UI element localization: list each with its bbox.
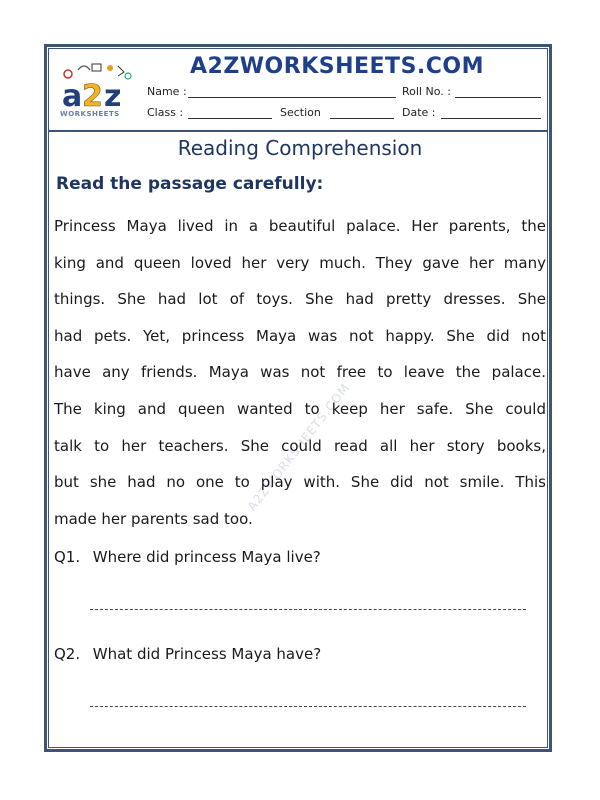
- name-field-line[interactable]: [188, 97, 396, 98]
- question-2: [54, 645, 321, 663]
- svg-text:z: z: [104, 79, 122, 114]
- svg-text:2: 2: [82, 79, 103, 114]
- passage-line: things. She had lot of toys. She had pretty dresses. She: [54, 290, 546, 309]
- passage-line: king and queen loved her very much. They gave her many: [54, 253, 546, 272]
- worksheet-title: Reading Comprehension: [177, 136, 423, 160]
- passage-line: made her parents sad too.: [54, 509, 253, 528]
- answer-line-1[interactable]: [90, 609, 526, 610]
- question-text: Where did princess Maya live?: [92, 548, 321, 566]
- instruction-heading: Read the passage carefully:: [56, 174, 324, 194]
- section-field-line[interactable]: [330, 118, 394, 119]
- passage-line: have any friends. Maya was not free to leave the palace.: [54, 363, 546, 382]
- question-number: Q2.: [54, 645, 81, 663]
- watermark: A2ZWORKSHEETS.COM: [244, 380, 353, 514]
- passage-line: talk to her teachers. She could read all her story books,: [54, 436, 546, 455]
- section-label: Section: [280, 106, 321, 119]
- passage-line: had pets. Yet, princess Maya was not happy. She did not: [54, 326, 546, 345]
- name-label: Name :: [147, 85, 187, 98]
- date-label: Date :: [402, 106, 436, 119]
- svg-text:a: a: [62, 79, 83, 114]
- class-label: Class :: [147, 106, 184, 119]
- passage-line: The king and queen wanted to keep her safe. She could: [54, 399, 546, 418]
- answer-line-2[interactable]: [90, 706, 526, 707]
- site-title: A2ZWORKSHEETS.COM: [190, 54, 485, 79]
- roll-no-field-line[interactable]: [455, 97, 541, 98]
- question-text: What did Princess Maya have?: [92, 645, 322, 663]
- passage-line: Princess Maya lived in a beautiful palace. Her parents, the: [54, 217, 546, 235]
- logo-wordmark: WORKSHEETS: [60, 110, 120, 118]
- reading-passage: [54, 208, 546, 537]
- date-field-line[interactable]: [441, 118, 541, 119]
- passage-line: but she had no one to play with. She did not smile. This: [54, 473, 546, 492]
- roll-no-label: Roll No. :: [402, 85, 451, 98]
- question-1: [54, 548, 321, 566]
- class-field-line[interactable]: [188, 118, 272, 119]
- question-number: Q1.: [54, 548, 81, 566]
